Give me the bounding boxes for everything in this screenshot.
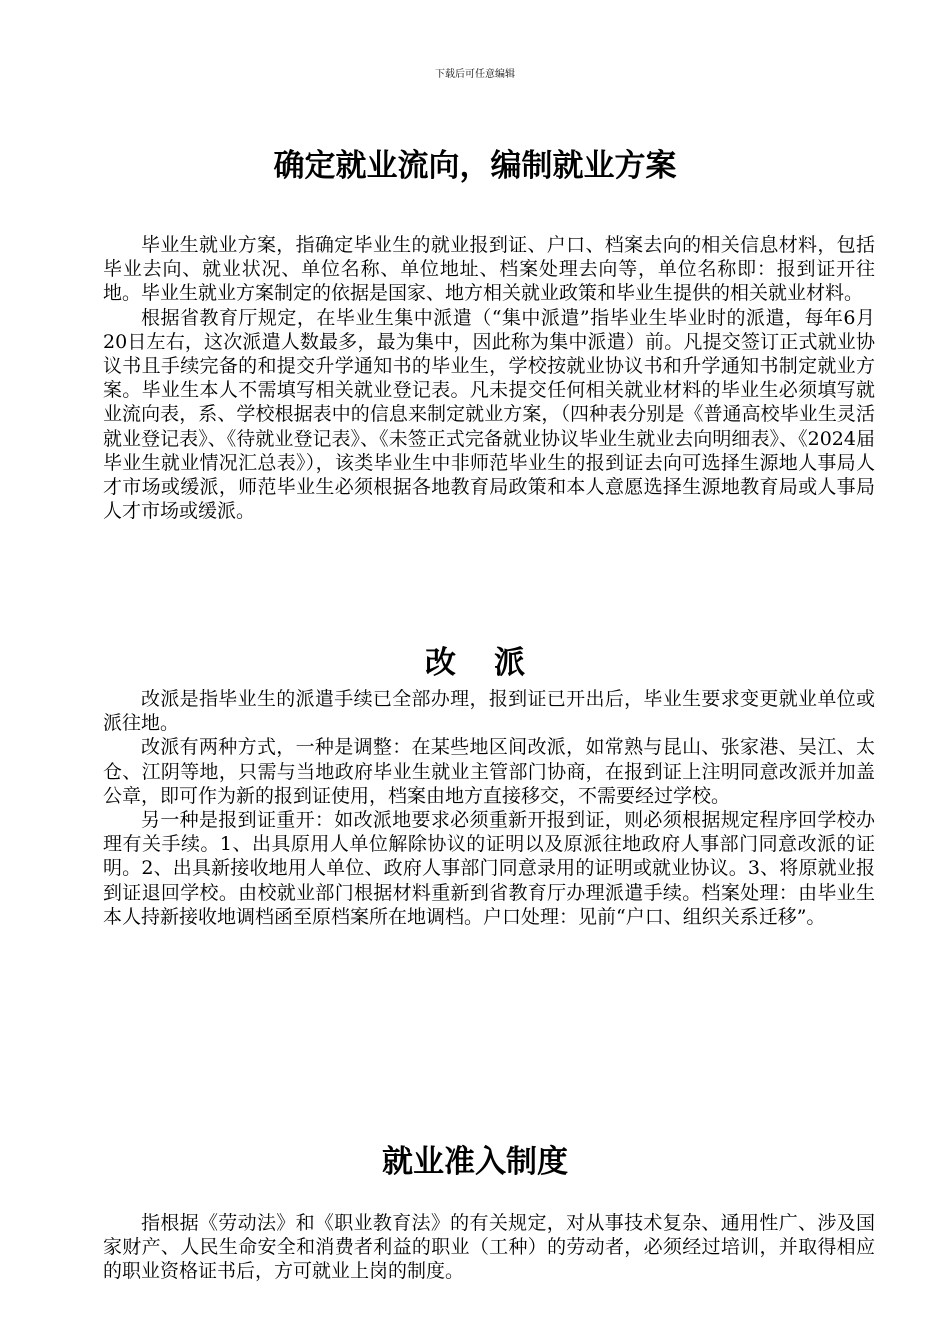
paragraph: 改派是指毕业生的派遣手续已全部办理，报到证已开出后，毕业生要求变更就业单位或派往地。 xyxy=(103,688,875,735)
paragraph: 根据省教育厅规定，在毕业生集中派遣（“集中派遣”指毕业生毕业时的派遣，每年6月20日左右，这次派遣人数最多，最为集中，因此称为集中派遣）前。凡提交签订正式就业协议书且手续完备的和提交升学通知书的毕业生，学校按就业协议书和升学通知书制定就业方案。毕业生本人不需填写相关就业登记表。凡未提交任何相关就业材料的毕业生必须填写就业流向表，系、学校根据表中的信息来制定就业方案，（四种表分别是《普通高校毕业生灵活就业登记表》、《待就业登记表》、《未签正式完备就业协议毕业生就业去向明细表》、《2024届毕业生就业情况汇总表》），该类毕业生中非师范毕业生的报到证去向可选择生源地人事局人才市场或缓派，师范毕业生必须根据各地教育局政策和本人意愿选择生源地教育局或人事局人才市场或缓派。 xyxy=(103,306,875,523)
section-title-reassignment: 改派 xyxy=(425,645,563,681)
paragraph: 毕业生就业方案，指确定毕业生的就业报到证、户口、档案去向的相关信息材料，包括毕业去向、就业状况、单位名称、单位地址、档案处理去向等，单位名称即：报到证开往地。毕业生就业方案制定的依据是国家、地方相关就业政策和毕业生提供的相关就业材料。 xyxy=(103,234,875,305)
header-note: 下载后可任意编辑 xyxy=(435,69,515,80)
section-employment-access xyxy=(103,1211,875,1284)
paragraph: 另一种是报到证重开：如改派地要求必须重新开报到证，则必须根据规定程序回学校办理有关手续。1、出具原用人单位解除协议的证明以及原派往地政府人事部门同意改派的证明。2、出具新接收地用人单位、政府人事部门同意录用的证明或就业协议。3、将原就业报到证退回学校。由校就业部门根据材料重新到省教育厅办理派遣手续。档案处理：由毕业生本人持新接收地调档函至原档案所在地调档。户口处理：见前“户口、组织关系迁移”。 xyxy=(103,809,875,928)
paragraph: 指根据《劳动法》和《职业教育法》的有关规定，对从事技术复杂、通用性广、涉及国家财产、人民生命安全和消费者利益的职业（工种）的劳动者，必须经过培训，并取得相应的职业资格证书后，方可就业上岗的制度。 xyxy=(103,1212,875,1283)
section-title-employment-access: 就业准入制度 xyxy=(382,1144,568,1180)
section-title-employment-direction: 确定就业流向，编制就业方案 xyxy=(273,148,677,184)
section-reassignment xyxy=(103,687,875,929)
section-employment-plan xyxy=(103,233,875,523)
paragraph: 改派有两种方式，一种是调整：在某些地区间改派，如常熟与昆山、张家港、吴江、太仓、江阴等地，只需与当地政府毕业生就业主管部门协商，在报到证上注明同意改派并加盖公章，即可作为新的报到证使用，档案由地方直接移交，不需要经过学校。 xyxy=(103,736,875,807)
